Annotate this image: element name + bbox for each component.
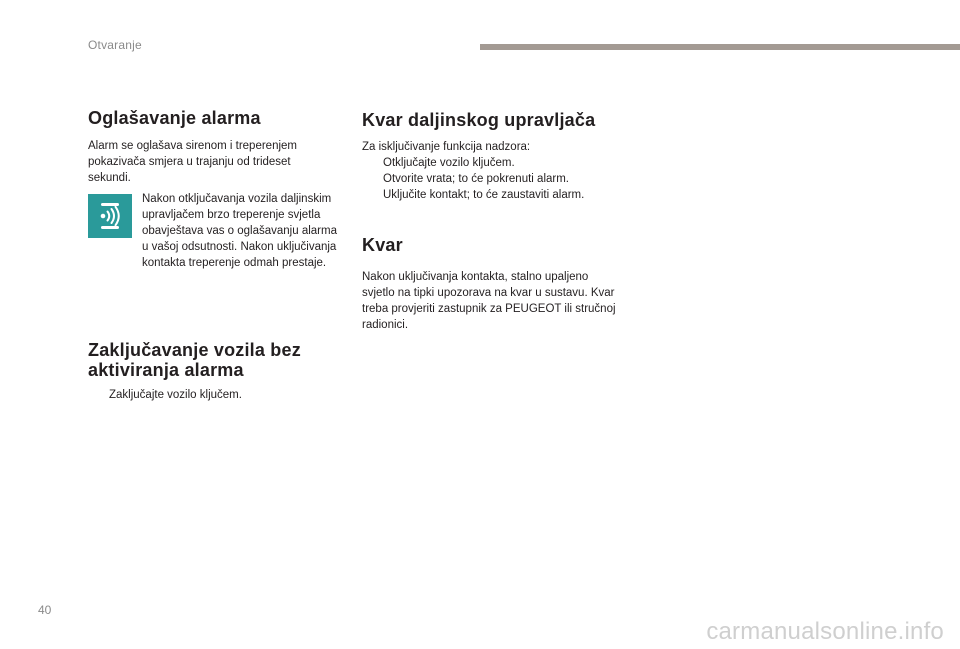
lock-heading <box>88 340 348 380</box>
lock-heading-line1: Zaključavanje vozila bez <box>88 340 301 360</box>
list-item <box>362 171 642 187</box>
list-item-text: Otključajte vozilo ključem. <box>383 157 515 169</box>
watermark: carmanualsonline.info <box>706 618 944 645</box>
list-item <box>362 155 642 171</box>
list-item-text: Uključite kontakt; to će zaustaviti alarm. <box>383 189 585 201</box>
fault-paragraph: Nakon uključivanja kontakta, stalno upaljeno svjetlo na tipki upozorava na kvar u sustavu. Kvar treba provjeriti zastupnik za PEUGEOT ili stručnoj radionici. <box>362 271 616 331</box>
page-number: 40 <box>38 603 52 617</box>
alarm-note: Nakon otključavanja vozila daljinskim upravljačem brzo treperenje svjetla obavještava vas o oglašavanju alarma u vašoj odsutnosti. Nakon uključivanja kontakta treperenje odmah prestaje. <box>142 193 337 269</box>
lock-list <box>88 387 348 403</box>
list-item-text: Zaključajte vozilo ključem. <box>109 389 242 401</box>
remote-fault-heading: Kvar daljinskog upravljača <box>362 110 596 130</box>
fault-section <box>362 235 622 333</box>
section-title: Otvaranje <box>88 38 142 52</box>
alarm-indicator-icon <box>88 194 132 238</box>
remote-fault-list <box>362 155 642 203</box>
list-item <box>362 187 642 203</box>
remote-fault-intro: Za isključivanje funkcija nadzora: <box>362 141 531 153</box>
alarm-section <box>88 108 348 186</box>
alarm-paragraph: Alarm se oglašava sirenom i treperenjem pokazivača smjera u trajanju od trideset sekundi. <box>88 140 298 184</box>
header-bar <box>480 44 960 50</box>
lock-heading-line2: aktiviranja alarma <box>88 360 244 380</box>
list-item-text: Otvorite vrata; to će pokrenuti alarm. <box>383 173 569 185</box>
fault-heading: Kvar <box>362 235 403 255</box>
list-item <box>88 387 348 403</box>
alarm-heading: Oglašavanje alarma <box>88 108 261 128</box>
lock-section <box>88 340 348 403</box>
remote-fault-section <box>362 110 642 203</box>
